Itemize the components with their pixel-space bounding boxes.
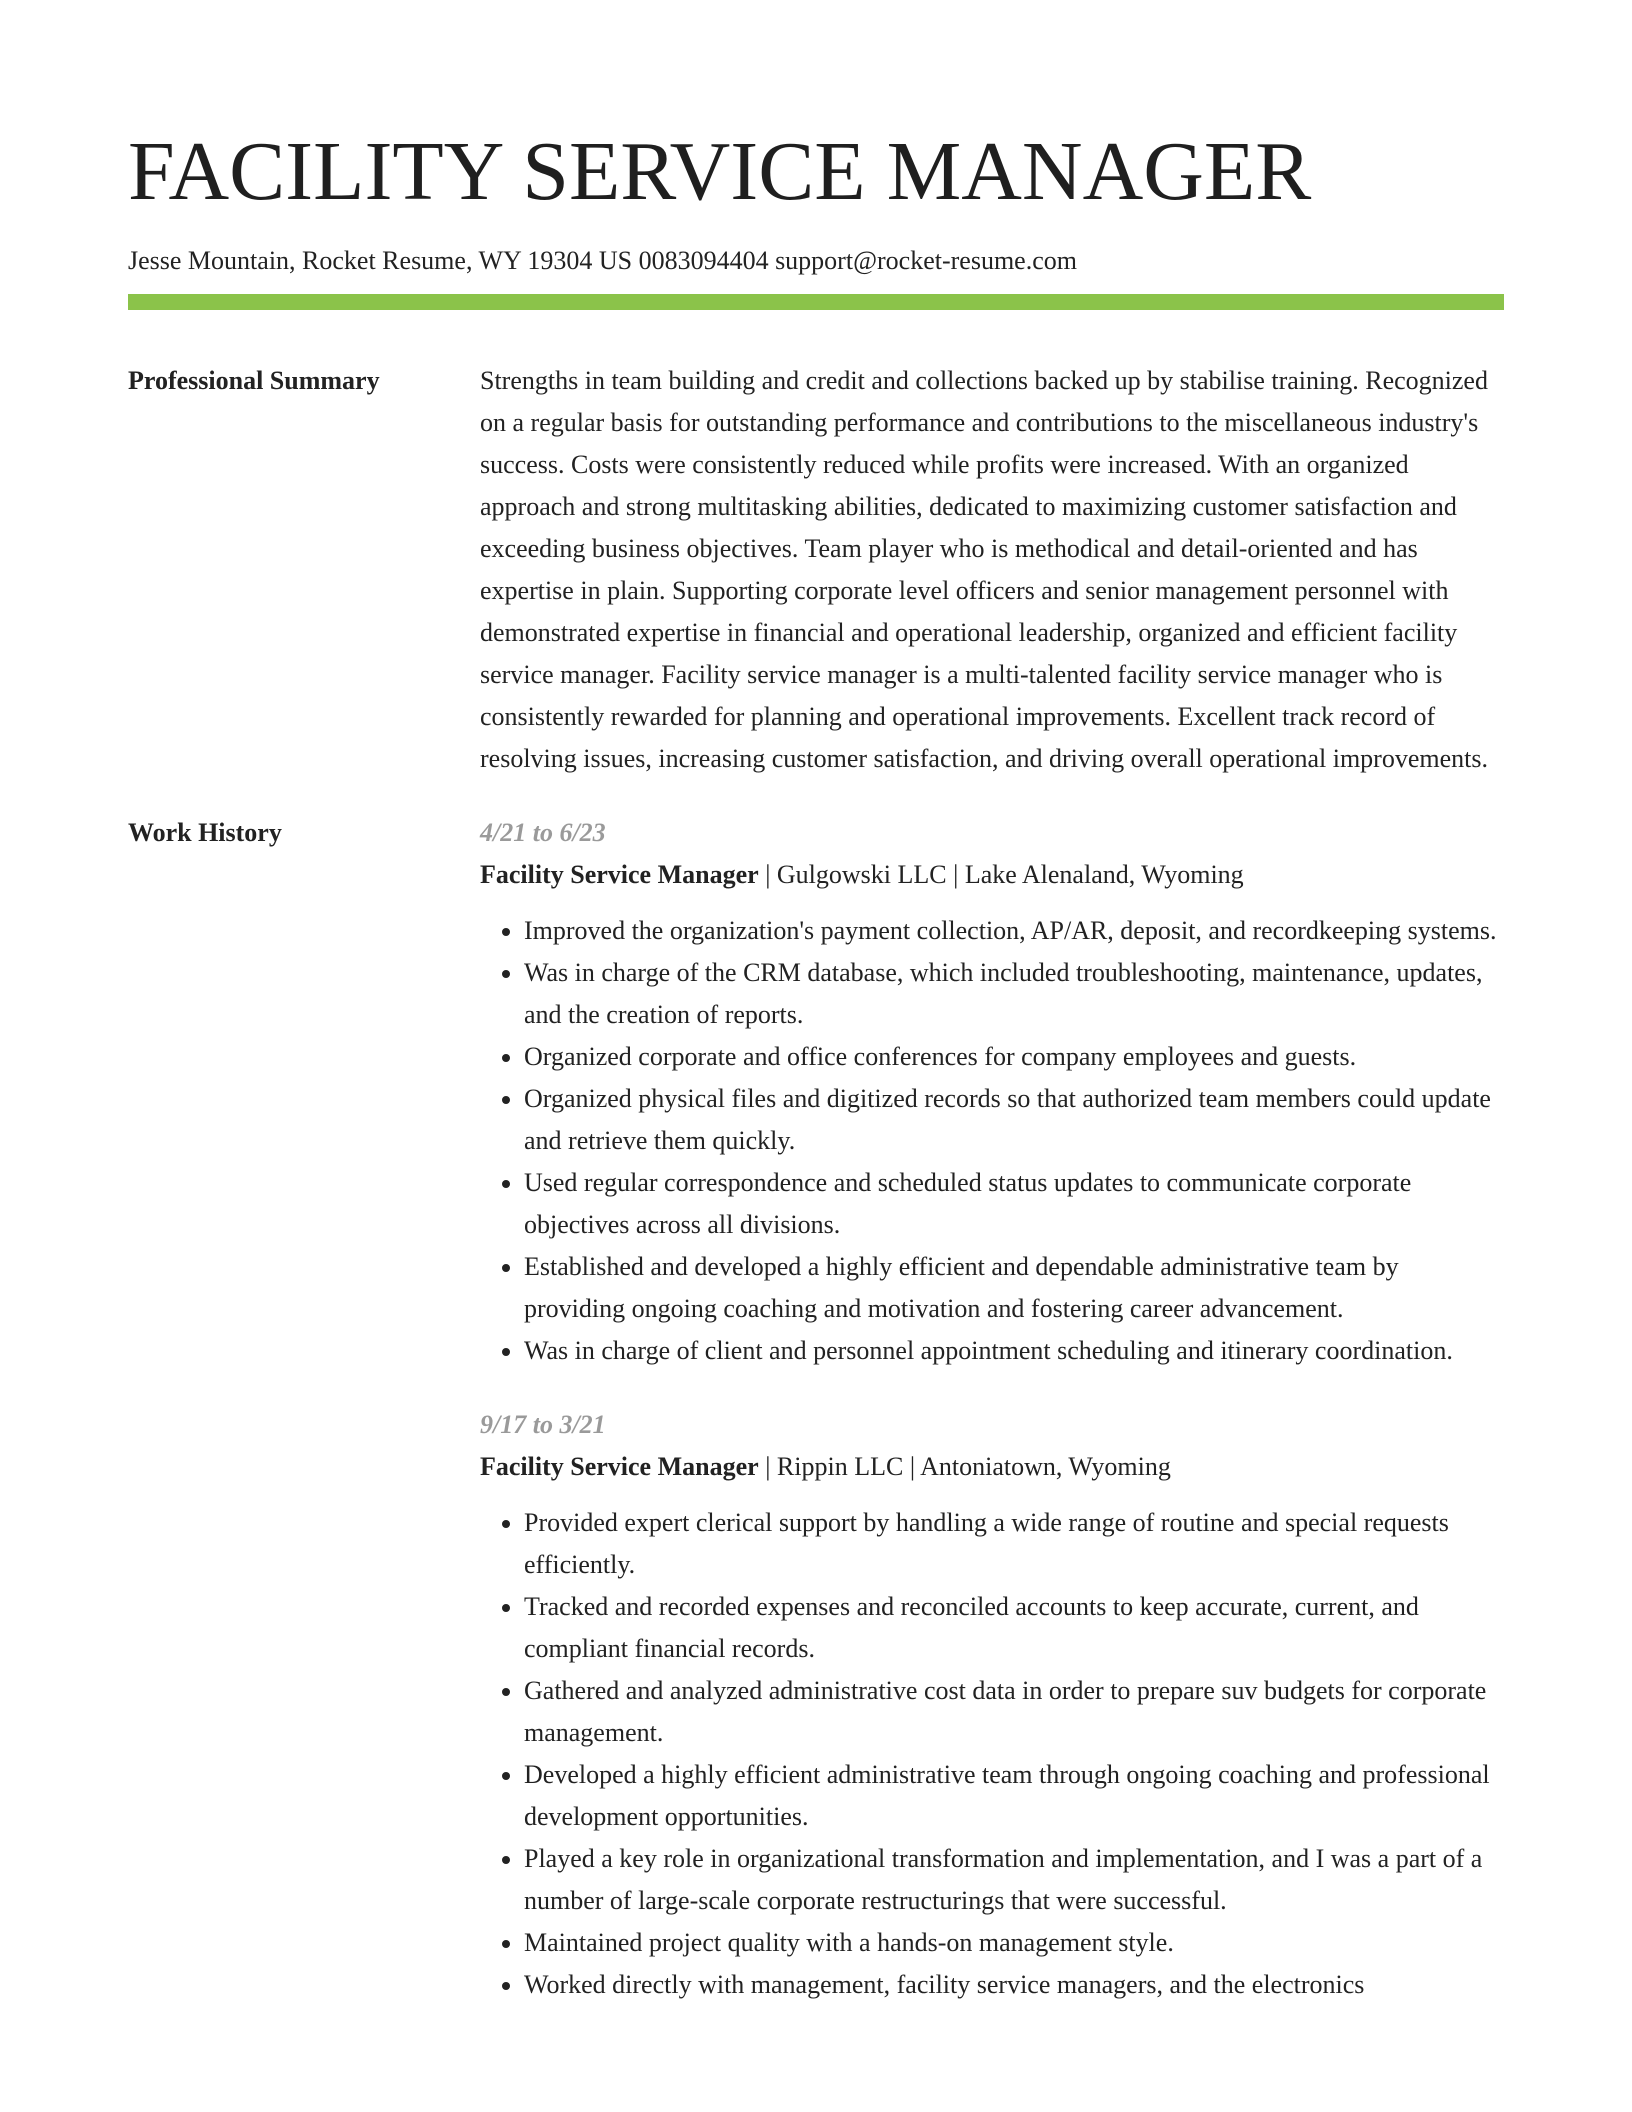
summary-body [480, 360, 1504, 780]
job-bullet: • Played a key role in organizational transformation and implementation, and I was a part of a number of large-scale corporate restructurings that were successful. [524, 1838, 1504, 1922]
job-bullet: • Tracked and recorded expenses and reconciled accounts to keep accurate, current, and compliant financial records. [524, 1586, 1504, 1670]
job-heading [480, 854, 1504, 896]
job-bullet-list [480, 910, 1504, 1372]
job-bullet: • Worked directly with management, facility service managers, and the electronics [524, 1964, 1504, 2006]
job-bullet-list [480, 1502, 1504, 2006]
job-company: Rippin LLC [776, 1452, 904, 1481]
job-bullet: • Developed a highly efficient administrative team through ongoing coaching and professional development opportunities. [524, 1754, 1504, 1838]
job-location: Lake Alenaland, Wyoming [964, 860, 1244, 889]
job-separator: | [758, 860, 777, 889]
section-label-summary: Professional Summary [128, 366, 380, 395]
section-label-work-history: Work History [128, 818, 282, 847]
job-company: Gulgowski LLC [776, 860, 947, 889]
job-heading [480, 1446, 1504, 1488]
professional-summary-section [128, 360, 1504, 780]
job-entry [480, 812, 1504, 1372]
work-history-section [128, 812, 1504, 2006]
resume-page [128, 0, 1504, 2006]
job-dates: 4/21 to 6/23 [480, 818, 606, 847]
work-history-body [480, 812, 1504, 2006]
accent-divider [128, 294, 1504, 310]
summary-text: Strengths in team building and credit and collections backed up by stabilise training. Recognized on a regular basis for outstanding performance and contributions to the miscellaneous industry's success. Costs were consistently reduced while profits were increased. With an organized approach and strong multitasking abilities, dedicated to maximizing customer satisfaction and exceeding business objectives. Team player who is methodical and detail-oriented and has expertise in plain. Supporting corporate level officers and senior management personnel with demonstrated expertise in financial and operational leadership, organized and efficient facility service manager. Facility service manager is a multi-talented facility service manager who is consistently rewarded for planning and operational improvements. Excellent track record of resolving issues, increasing customer satisfaction, and driving overall operational improvements. [480, 366, 1488, 773]
job-bullet: • Gathered and analyzed administrative cost data in order to prepare suv budgets for corporate management. [524, 1670, 1504, 1754]
job-bullet: • Improved the organization's payment collection, AP/AR, deposit, and recordkeeping systems. [524, 910, 1504, 952]
job-role: Facility Service Manager [480, 860, 759, 889]
job-bullet: • Established and developed a highly efficient and dependable administrative team by providing ongoing coaching and motivation and fostering career advancement. [524, 1246, 1504, 1330]
job-dates: 9/17 to 3/21 [480, 1410, 606, 1439]
contact-line: Jesse Mountain, Rocket Resume, WY 19304 US 0083094404 support@rocket-resume.com [128, 246, 1077, 275]
job-entry [480, 1404, 1504, 2006]
job-bullet: • Organized physical files and digitized records so that authorized team members could update and retrieve them quickly. [524, 1078, 1504, 1162]
job-separator: | [758, 1452, 777, 1481]
resume-title: FACILITY SERVICE MANAGER [128, 125, 1312, 218]
job-separator: | [946, 860, 965, 889]
job-bullet: • Was in charge of the CRM database, which included troubleshooting, maintenance, updates, and the creation of reports. [524, 952, 1504, 1036]
job-bullet: • Maintained project quality with a hands-on management style. [524, 1922, 1504, 1964]
job-bullet: • Used regular correspondence and scheduled status updates to communicate corporate objectives across all divisions. [524, 1162, 1504, 1246]
job-bullet: • Organized corporate and office conferences for company employees and guests. [524, 1036, 1504, 1078]
job-role: Facility Service Manager [480, 1452, 759, 1481]
job-bullet: • Provided expert clerical support by handling a wide range of routine and special requests efficiently. [524, 1502, 1504, 1586]
job-separator: | [903, 1452, 921, 1481]
job-location: Antoniatown, Wyoming [920, 1452, 1171, 1481]
job-bullet: • Was in charge of client and personnel appointment scheduling and itinerary coordination. [524, 1330, 1504, 1372]
